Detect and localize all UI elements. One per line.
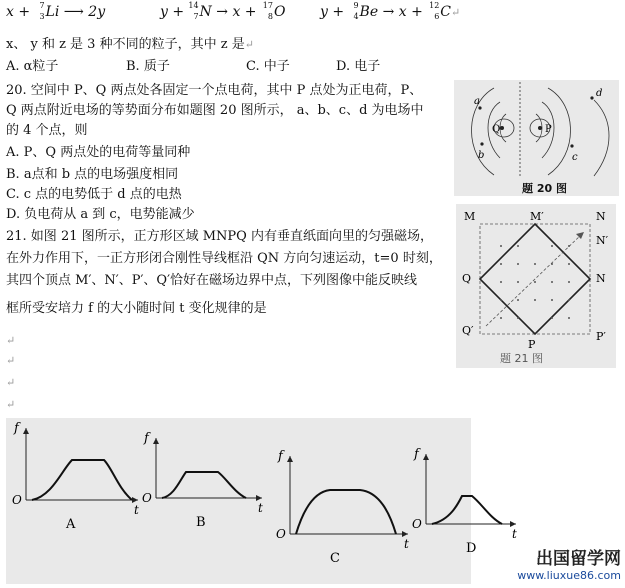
answer-graphs-svg — [6, 418, 517, 584]
equation-3 — [320, 1, 461, 21]
arrow-up-icon — [23, 428, 29, 434]
graph-curve — [296, 490, 396, 534]
figure-20-caption: 题 20 图 — [522, 182, 567, 195]
eq2-mid: x + — [232, 4, 261, 20]
eq1-z: 3 — [39, 12, 45, 21]
eq3-mid: x + — [398, 4, 428, 20]
label-b: b — [478, 150, 485, 161]
graph-x-label: t — [512, 527, 517, 541]
paragraph-mark: ↵ — [6, 376, 16, 389]
q20-option-c: C. c 点的电势低于 d 点的电热 — [6, 187, 182, 202]
eq3-isotope-2 — [427, 1, 440, 21]
graph-curve — [432, 496, 502, 524]
label-n-prime: N′ — [596, 234, 609, 247]
graph-origin: O — [276, 527, 286, 541]
charge-p-dot — [538, 126, 542, 130]
graph-letter: C — [330, 551, 340, 566]
watermark-site-name: 出国留学网 — [536, 549, 621, 569]
eq3-symbol: Be — [359, 4, 379, 20]
eq3-mass2: 12 — [429, 1, 440, 10]
graph-origin: O — [142, 491, 152, 505]
graph-curve — [32, 460, 132, 500]
label-d: d — [596, 88, 603, 99]
q21-line-2: 在外力作用下，一正方形闭合刚性导线框沿 QN 方向匀速运动，t=0 时刻， — [6, 251, 442, 266]
q20-line-2: Q 两点附近电场的等势面分布如题图 20 图所示， a、b、c、d 为电场中 — [6, 103, 424, 118]
graph-y-label: f — [14, 421, 19, 436]
q19-option-b: B. 质子 — [126, 59, 170, 74]
paragraph-mark: ↵ — [6, 334, 16, 347]
answer-graphs — [6, 418, 517, 584]
q19-stem — [6, 36, 254, 54]
q19-option-c: C. 中子 — [246, 59, 290, 74]
graph-y-label: f — [414, 447, 419, 462]
label-p-prime: P′ — [596, 330, 606, 343]
eq1-mass: 7 — [39, 1, 45, 10]
graph-origin: O — [12, 493, 22, 507]
label-a: a — [474, 96, 480, 107]
point-c-dot — [570, 144, 573, 147]
equation-2 — [160, 1, 286, 21]
figure-21-caption: 题 21 图 — [500, 352, 543, 365]
eq3-symbol-2: C — [440, 4, 452, 20]
q21-line-1: 21. 如图 21 图所示，正方形区域 MNPQ 内有垂直纸面向里的匀强磁场， — [6, 229, 433, 244]
graph-letter: B — [196, 515, 206, 530]
graph-curve — [162, 472, 246, 498]
label-q-prime: Q′ — [462, 324, 474, 337]
eq2-mass2: 17 — [262, 1, 273, 10]
q20-option-a: A. P、Q 两点处的电荷等量同种 — [6, 145, 191, 160]
q21-line-4: 框所受安培力 f 的大小随时间 t 变化规律的是 — [6, 301, 267, 316]
watermark — [517, 544, 621, 582]
figure-21-diagram — [456, 204, 616, 368]
q19-option-d: D. 电子 — [336, 59, 381, 74]
arrow-up-icon — [423, 454, 429, 460]
q20-option-d: D. 负电荷从 a 到 c，电势能减少 — [6, 207, 195, 222]
q21-line-3: 其四个顶点 M′、N′、P′、Q′恰好在磁场边界中点，下列图像中能反映线 — [6, 273, 418, 288]
arrow-up-icon — [153, 438, 159, 444]
eq2-symbol-2: O — [273, 4, 286, 20]
graph-letter: A — [66, 517, 76, 532]
eq2-arrow: → — [216, 4, 228, 20]
eq3-z: 4 — [353, 12, 359, 21]
paragraph-mark: ↵ — [6, 398, 16, 411]
paragraph-mark: ↵ — [451, 6, 461, 19]
q20-line-3: 的 4 个点，则 — [6, 123, 88, 138]
graph-letter: D — [466, 541, 477, 556]
q20-line-1: 20. 空间中 P、Q 两点处各固定一个点电荷，其中 P 点处为正电荷，P、 — [6, 83, 423, 98]
equation-1 — [6, 1, 106, 21]
eq1-arrow: ⟶ — [63, 4, 84, 20]
charge-q-dot — [500, 126, 504, 130]
label-q: Q — [462, 272, 472, 285]
eq2-left: y + — [160, 4, 189, 20]
label-n: N — [596, 210, 606, 223]
graph-x-label: t — [134, 503, 139, 517]
label-m-prime: M′ — [530, 210, 544, 223]
eq3-z2: 6 — [434, 12, 440, 21]
paragraph-mark: ↵ — [244, 38, 254, 51]
eq1-symbol: Li — [45, 4, 60, 20]
eq1-isotope — [35, 1, 45, 21]
label-p: P — [545, 124, 552, 135]
eq3-mass: 9 — [353, 1, 359, 10]
label-q: Q — [492, 124, 501, 135]
watermark-url: www.liuxue86.com — [517, 569, 621, 582]
eq1-left: x + — [6, 4, 35, 20]
q19-stem-text: x、 y 和 z 是 3 种不同的粒子，其中 z 是 — [6, 37, 245, 52]
label-p: P — [528, 338, 536, 351]
graph-y-label: f — [144, 431, 149, 446]
eq3-arrow: → — [382, 4, 395, 20]
q19-option-a: A. α粒子 — [6, 59, 59, 74]
eq2-mass: 14 — [188, 1, 199, 10]
eq2-z2: 8 — [267, 12, 273, 21]
eq2-z: 7 — [193, 12, 199, 21]
figure-21 — [456, 204, 616, 368]
figure-20-diagram — [454, 80, 619, 196]
point-d-dot — [590, 96, 593, 99]
label-m: M — [464, 210, 476, 223]
graph-origin: O — [412, 517, 422, 531]
eq3-left: y + — [320, 4, 349, 20]
label-c: c — [572, 152, 578, 163]
figure-20 — [454, 80, 619, 196]
label-n-right: N — [596, 272, 606, 285]
graph-y-label: f — [278, 449, 283, 464]
graph-x-label: t — [258, 501, 263, 515]
eq2-isotope-2 — [261, 1, 273, 21]
q20-option-b: B. a点和 b 点的电场强度相同 — [6, 167, 179, 182]
arrow-up-icon — [287, 456, 293, 462]
eq2-symbol: N — [199, 4, 212, 20]
eq1-right: 2y — [88, 4, 106, 20]
eq2-isotope — [188, 1, 199, 21]
point-b-dot — [480, 142, 483, 145]
paragraph-mark: ↵ — [6, 354, 16, 367]
eq3-isotope — [349, 1, 359, 21]
graph-x-label: t — [404, 537, 409, 551]
